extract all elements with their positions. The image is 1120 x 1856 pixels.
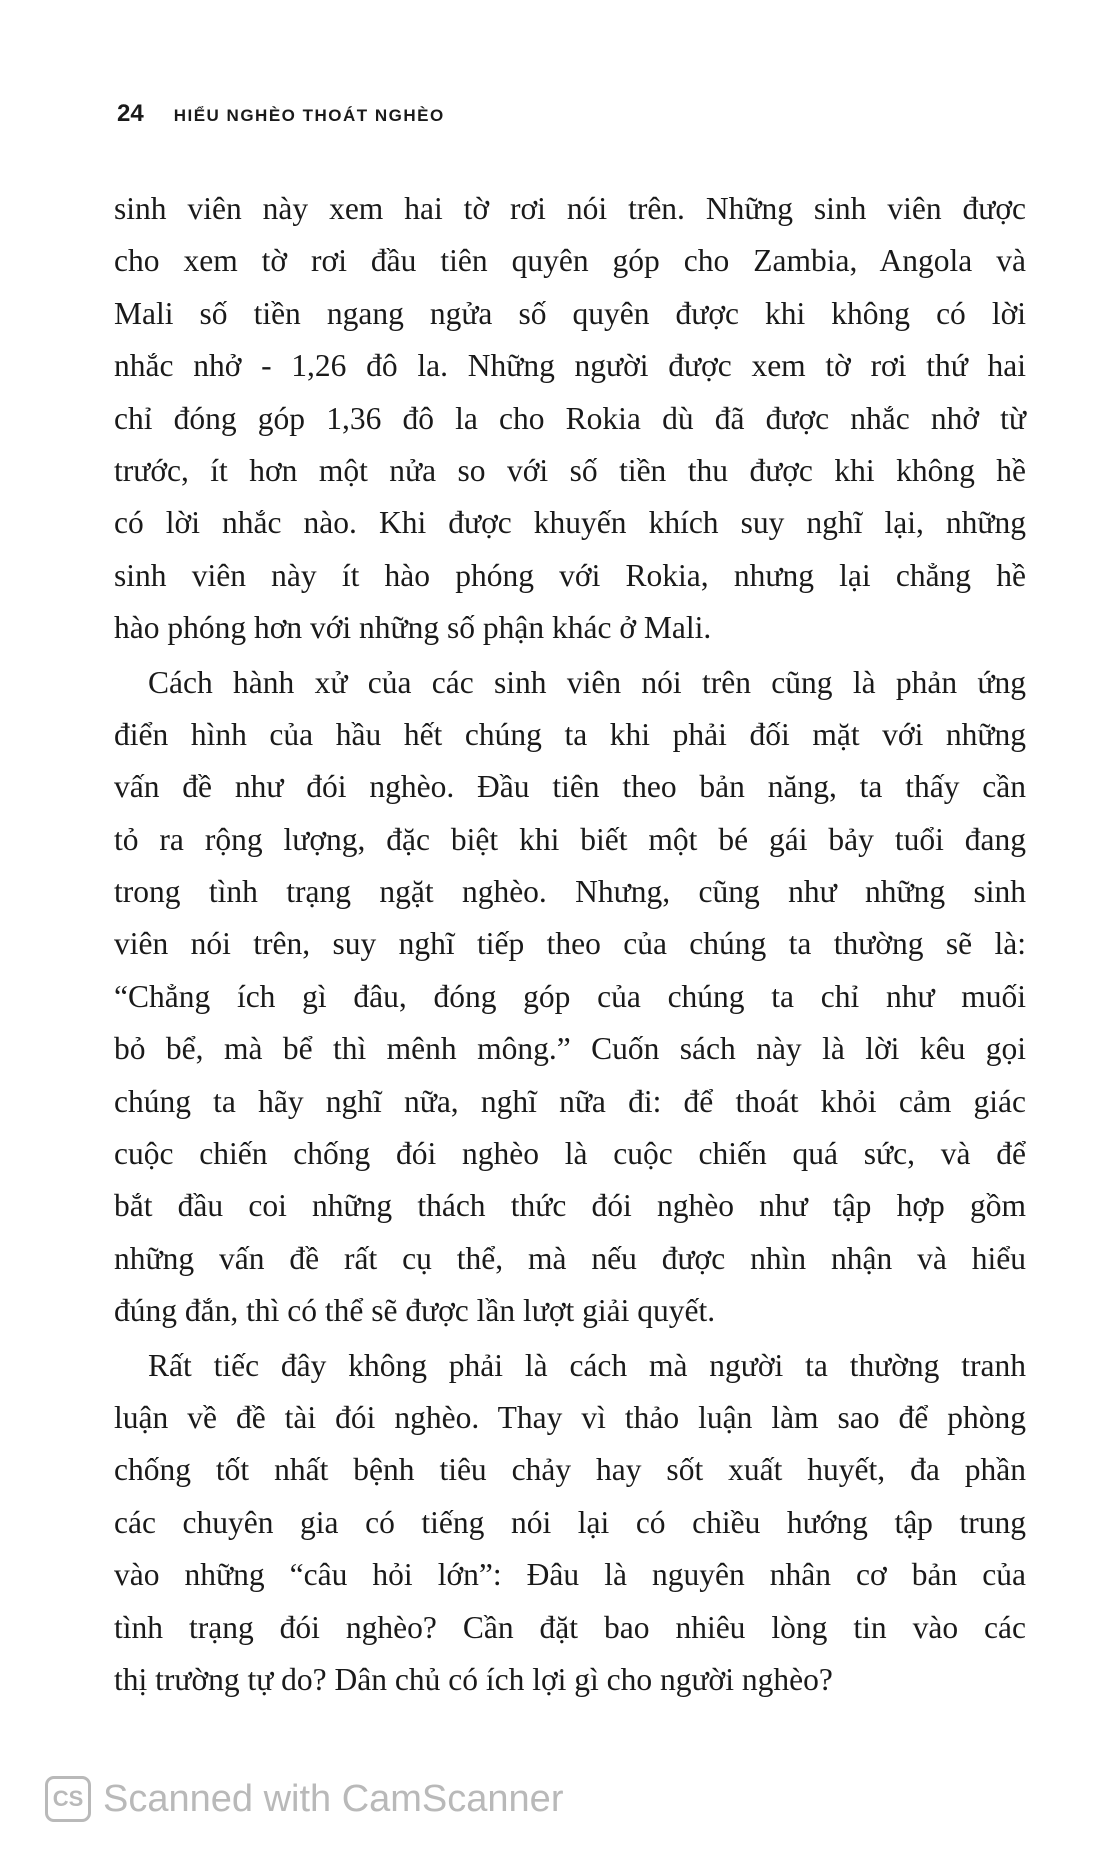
text-line: vào những “câu hỏi lớn”: Đâu là nguyên nhân cơ bản của [114,1557,1026,1593]
paragraph [114,183,1026,655]
paragraph [114,1340,1026,1707]
text-line: trước, ít hơn một nửa so với số tiền thu được khi không hề [114,452,1026,488]
text-line: bắt đầu coi những thách thức đói nghèo như tập hợp gồm [114,1188,1026,1224]
text-line: cho xem tờ rơi đầu tiên quyên góp cho Zambia, Angola và [114,243,1026,279]
text-line: cuộc chiến chống đói nghèo là cuộc chiến quá sức, và để [114,1136,1026,1172]
text-line: có lời nhắc nào. Khi được khuyến khích suy nghĩ lại, những [114,505,1026,541]
text-line: điển hình của hầu hết chúng ta khi phải đối mặt với những [114,716,1026,752]
text-line: chỉ đóng góp 1,36 đô la cho Rokia dù đã được nhắc nhở từ [114,400,1026,436]
text-line: thị trường tự do? Dân chủ có ích lợi gì cho người nghèo? [114,1661,833,1697]
text-line: nhắc nhở - 1,26 đô la. Những người được xem tờ rơi thứ hai [114,348,1026,384]
text-line: viên nói trên, suy nghĩ tiếp theo của chúng ta thường sẽ là: [114,926,1026,962]
text-line: bỏ bể, mà bể thì mênh mông.” Cuốn sách này là lời kêu gọi [114,1031,1026,1067]
text-line: Rất tiếc đây không phải là cách mà người ta thường tranh [148,1347,1026,1383]
text-line: chúng ta hãy nghĩ nữa, nghĩ nữa đi: để thoát khỏi cảm giác [114,1083,1026,1119]
watermark-text: Scanned with CamScanner [103,1777,564,1820]
text-line: Mali số tiền ngang ngửa số quyên được khi không có lời [114,295,1026,331]
text-line: “Chẳng ích gì đâu, đóng góp của chúng ta chỉ như muối [114,978,1026,1014]
text-line: trong tình trạng ngặt nghèo. Nhưng, cũng như những sinh [114,874,1026,910]
text-line: các chuyên gia có tiếng nói lại có chiều hướng tập trung [114,1504,1026,1540]
paragraph [114,657,1026,1338]
camscanner-logo-text: CS [52,1786,84,1811]
text-line: những vấn đề rất cụ thể, mà nếu được nhìn nhận và hiểu [114,1240,1026,1276]
page-number: 24 [117,100,144,127]
scanner-watermark [45,1776,563,1822]
text-line: sinh viên này ít hào phóng với Rokia, nhưng lại chẳng hề [114,557,1026,593]
text-line: Cách hành xử của các sinh viên nói trên cũng là phản ứng [148,664,1026,700]
text-line: vấn đề như đói nghèo. Đầu tiên theo bản năng, ta thấy cần [114,769,1026,805]
page-header [117,100,445,128]
text-line: đúng đắn, thì có thể sẽ được lần lượt giải quyết. [114,1293,716,1329]
text-line: chống tốt nhất bệnh tiêu chảy hay sốt xuất huyết, đa phần [114,1452,1026,1488]
text-line: tình trạng đói nghèo? Cần đặt bao nhiêu lòng tin vào các [114,1609,1026,1645]
camscanner-logo-icon [45,1776,91,1822]
running-title: HIỂU NGHÈO THOÁT NGHÈO [173,106,445,125]
body-text [114,183,1026,1706]
text-line: luận về đề tài đói nghèo. Thay vì thảo luận làm sao để phòng [114,1399,1026,1435]
text-line: tỏ ra rộng lượng, đặc biệt khi biết một bé gái bảy tuổi đang [114,821,1026,857]
text-line: sinh viên này xem hai tờ rơi nói trên. Những sinh viên được [114,191,1026,226]
text-line: hào phóng hơn với những số phận khác ở Mali. [114,610,712,646]
